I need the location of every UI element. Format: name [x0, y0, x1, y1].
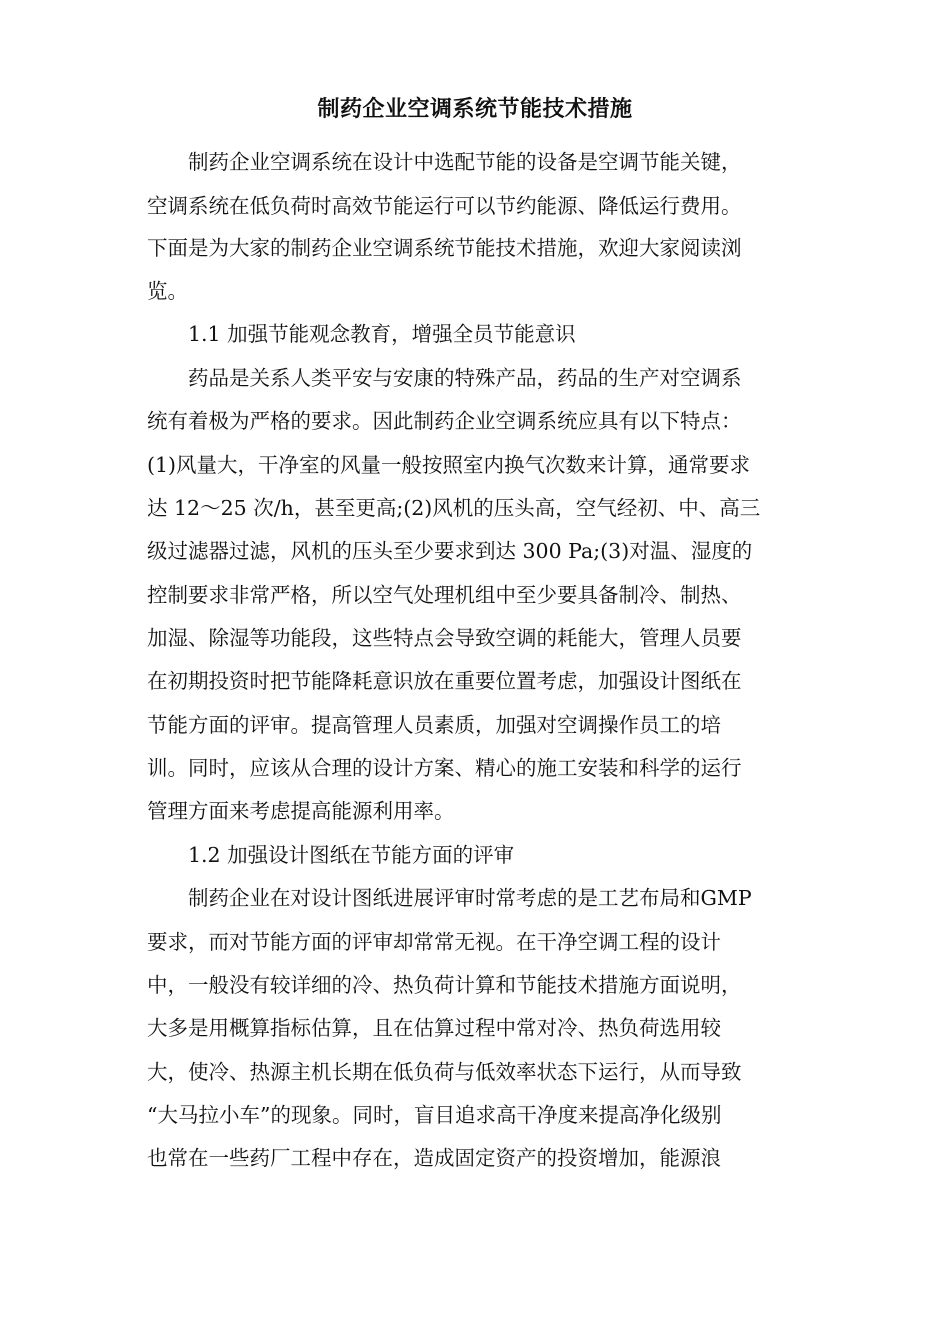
paragraph-line: 大多是用概算指标估算，且在估算过程中常对冷、热负荷选用较: [147, 1016, 721, 1040]
paragraph-line: 制药企业在对设计图纸进展评审时常考虑的是工艺布局和GMP: [188, 886, 752, 910]
paragraph-line: 级过滤器过滤，风机的压头至少要求到达 300 Pa;(3)对温、湿度的: [147, 539, 753, 563]
paragraph-line: 训。同时，应该从合理的设计方案、精心的施工安装和科学的运行: [147, 756, 742, 780]
paragraph-line: 也常在一些药厂工程中存在，造成固定资产的投资增加，能源浪: [147, 1146, 721, 1170]
section-heading: 1.1 加强节能观念教育，增强全员节能意识: [188, 322, 576, 346]
paragraph-line: 控制要求非常严格，所以空气处理机组中至少要具备制冷、制热、: [147, 583, 742, 607]
paragraph-line: 制药企业空调系统在设计中选配节能的设备是空调节能关键，: [188, 150, 742, 174]
paragraph-line: 加湿、除湿等功能段，这些特点会导致空调的耗能大，管理人员要: [147, 626, 742, 650]
paragraph-line: 在初期投资时把节能降耗意识放在重要位置考虑，加强设计图纸在: [147, 669, 742, 693]
paragraph-line: 览。: [147, 279, 188, 303]
paragraph-line: 大，使冷、热源主机长期在低负荷与低效率状态下运行，从而导致: [147, 1060, 742, 1084]
paragraph-line: 节能方面的评审。提高管理人员素质，加强对空调操作员工的培: [147, 713, 721, 737]
paragraph-line: 中，一般没有较详细的冷、热负荷计算和节能技术措施方面说明，: [147, 973, 742, 997]
section-heading: 1.2 加强设计图纸在节能方面的评审: [188, 843, 515, 867]
paragraph-line: (1)风量大，干净室的风量一般按照室内换气次数来计算，通常要求: [147, 453, 751, 477]
paragraph-line: 达 12～25 次/h，甚至更高;(2)风机的压头高，空气经初、中、高三: [147, 496, 761, 520]
document-title: 制药企业空调系统节能技术措施: [317, 97, 633, 122]
paragraph-line: 空调系统在低负荷时高效节能运行可以节约能源、降低运行费用。: [147, 194, 742, 218]
paragraph-line: 统有着极为严格的要求。因此制药企业空调系统应具有以下特点：: [147, 409, 742, 433]
paragraph-line: 管理方面来考虑提高能源利用率。: [147, 799, 455, 823]
paragraph-line: “大马拉小车”的现象。同时，盲目追求高干净度来提高净化级别: [147, 1103, 722, 1127]
paragraph-line: 下面是为大家的制药企业空调系统节能技术措施，欢迎大家阅读浏: [147, 236, 742, 260]
paragraph-line: 要求，而对节能方面的评审却常常无视。在干净空调工程的设计: [147, 930, 721, 954]
paragraph-line: 药品是关系人类平安与安康的特殊产品，药品的生产对空调系: [188, 366, 742, 390]
